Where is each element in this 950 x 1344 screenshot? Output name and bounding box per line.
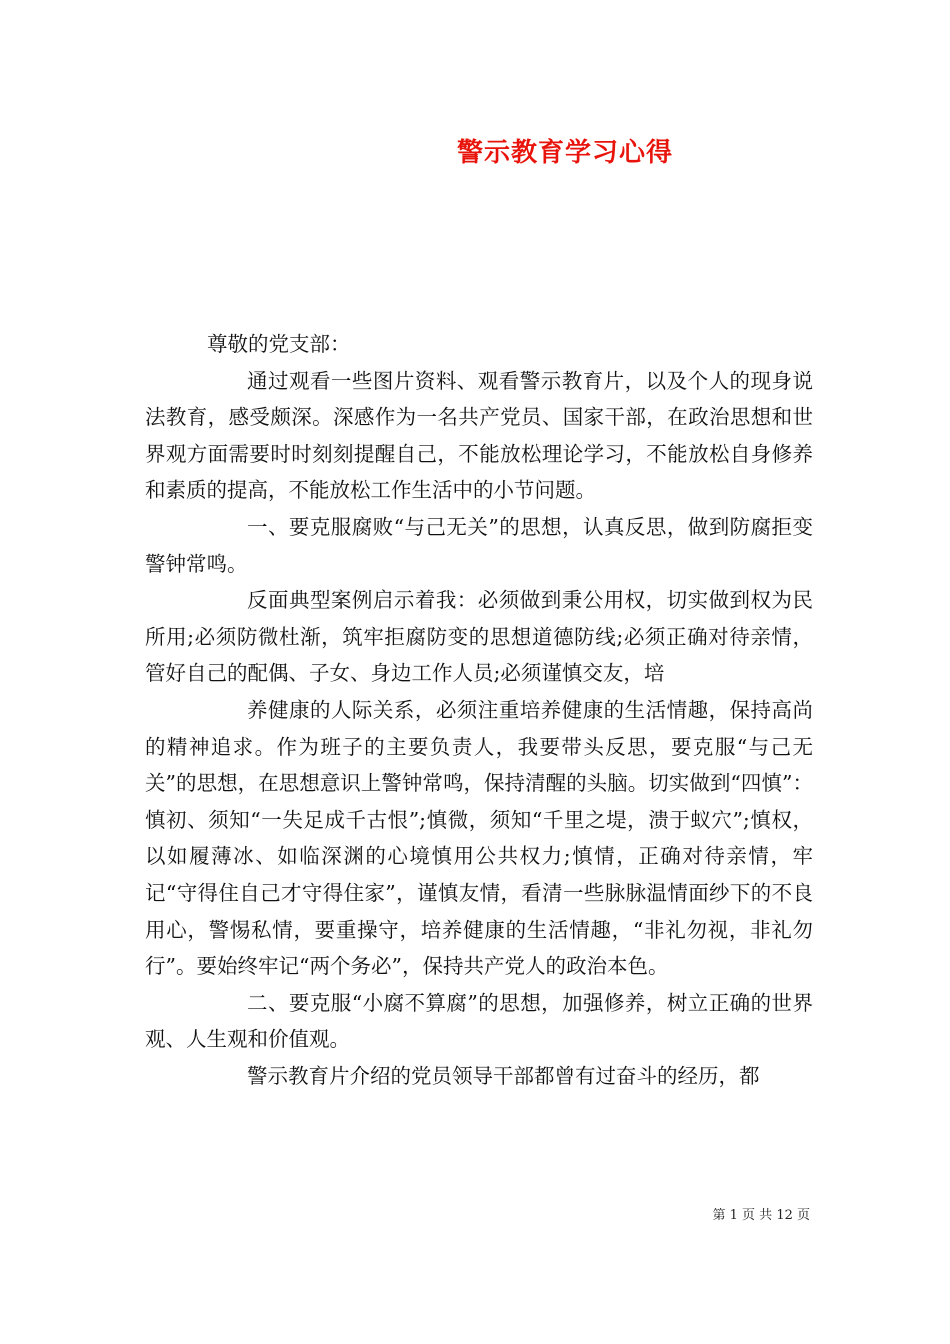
heading-section-2: 二、要克服“小腐不算腐”的思想，加强修养，树立正确的世界观、人生观和价值观。	[145, 990, 813, 1052]
salutation: 尊敬的党支部：	[207, 332, 351, 356]
paragraph-intro: 通过观看一些图片资料、观看警示教育片，以及个人的现身说法教育，感受颇深。深感作为一名共产党员、国家干部，在政治思想和世界观方面需要时时刻刻提醒自己，不能放松理论学习，不能放松自身修养和素质的提高，不能放松工作生活中的小节问题。	[145, 368, 813, 503]
document-body	[145, 326, 813, 1094]
heading-section-1: 一、要克服腐败“与己无关”的思想，认真反思，做到防腐拒变警钟常鸣。	[145, 514, 813, 576]
paragraph-four-cautions: 养健康的人际关系，必须注重培养健康的生活情趣，保持高尚的精神追求。作为班子的主要负责人，我要带头反思，要克服“与己无关”的思想，在思想意识上警钟常鸣，保持清醒的头脑。切实做到“四慎”：慎初、须知“一失足成千古恨”;慎微，须知“千里之堤，溃于蚁穴”;慎权，以如履薄冰、如临深渊的心境慎用公共权力;慎情，正确对待亲情，牢记“守得住自己才守得住家”，谨慎友情，看清一些脉脉温情面纱下的不良用心，警惕私情，要重操守，培养健康的生活情趣，“非礼勿视，非礼勿行”。要始终牢记“两个务必”，保持共产党人的政治本色。	[145, 697, 813, 979]
paragraph-lessons: 反面典型案例启示着我：必须做到秉公用权，切实做到权为民所用;必须防微杜渐，筑牢拒腐防变的思想道德防线;必须正确对待亲情，管好自己的配偶、子女、身边工作人员;必须谨慎交友，培	[145, 588, 813, 686]
paragraph-continued: 警示教育片介绍的党员领导干部都曾有过奋斗的经历，都	[247, 1063, 760, 1088]
document-title: 警示教育学习心得	[456, 138, 673, 168]
page-number-footer: 第 1 页 共 12 页	[712, 1208, 810, 1223]
